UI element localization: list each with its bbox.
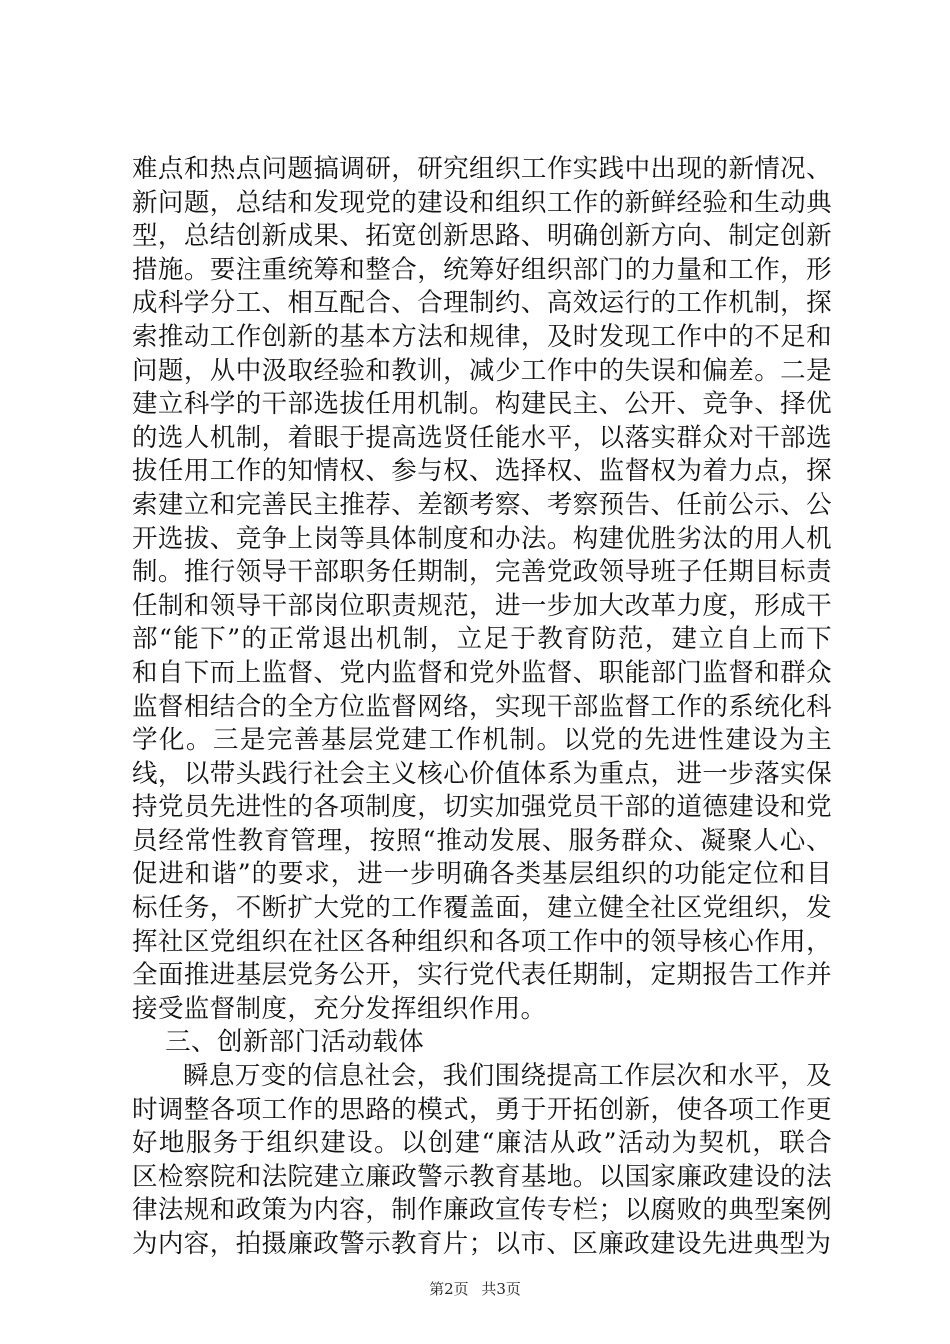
page-number: 第2页 [429, 1280, 469, 1298]
section-heading: 三、创新部门活动载体 [165, 1027, 425, 1058]
body-paragraph: 瞬息万变的信息社会，我们围绕提高工作层次和水平，及时调整各项工作的思路的模式，勇于开拓创新，使各项工作更好地服务于组织建设。以创建“廉洁从政”活动为契机，联合区检察院和法院建立廉政警示教育基地。以国家廉政建设的法律法规和政策为内容，制作廉政宣传专栏；以腐败的典型案例为内容，拍摄廉政警示教育片；以市、区廉政建设先进典型为 [132, 1061, 832, 1259]
page-footer [0, 1278, 950, 1299]
page-total: 共3页 [481, 1280, 521, 1298]
document-body [132, 153, 832, 1262]
body-paragraph-continuation: 难点和热点问题搞调研，研究组织工作实践中出现的新情况、新问题，总结和发现党的建设和组织工作的新鲜经验和生动典型，总结创新成果、拓宽创新思路、明确创新方向、制定创新措施。要注重统筹和整合，统筹好组织部门的力量和工作，形成科学分工、相互配合、合理制约、高效运行的工作机制，探索推动工作创新的基本方法和规律，及时发现工作中的不足和问题，从中汲取经验和教训，减少工作中的失误和偏差。二是建立科学的干部选拔任用机制。构建民主、公开、竞争、择优的选人机制，着眼于提高选贤任能水平，以落实群众对干部选拔任用工作的知情权、参与权、选择权、监督权为着力点，探索建立和完善民主推荐、差额考察、考察预告、任前公示、公开选拔、竞争上岗等具体制度和办法。构建优胜劣汰的用人机制。推行领导干部职务任期制，完善党政领导班子任期目标责任制和领导干部岗位职责规范，进一步加大改革力度，形成干部“能下”的正常退出机制，立足于教育防范，建立自上而下和自下而上监督、党内监督和党外监督、职能部门监督和群众监督相结合的全方位监督网络，实现干部监督工作的系统化科学化。三是完善基层党建工作机制。以党的先进性建设为主线，以带头践行社会主义核心价值体系为重点，进一步落实保持党员先进性的各项制度，切实加强党员干部的道德建设和党员经常性教育管理，按照“推动发展、服务群众、凝聚人心、促进和谐”的要求，进一步明确各类基层组织的功能定位和目标任务，不断扩大党的工作覆盖面，建立健全社区党组织，发挥社区党组织在社区各种组织和各项工作中的领导核心作用，全面推进基层党务公开，实行党代表任期制，定期报告工作并接受监督制度，充分发挥组织作用。 [132, 154, 832, 1024]
